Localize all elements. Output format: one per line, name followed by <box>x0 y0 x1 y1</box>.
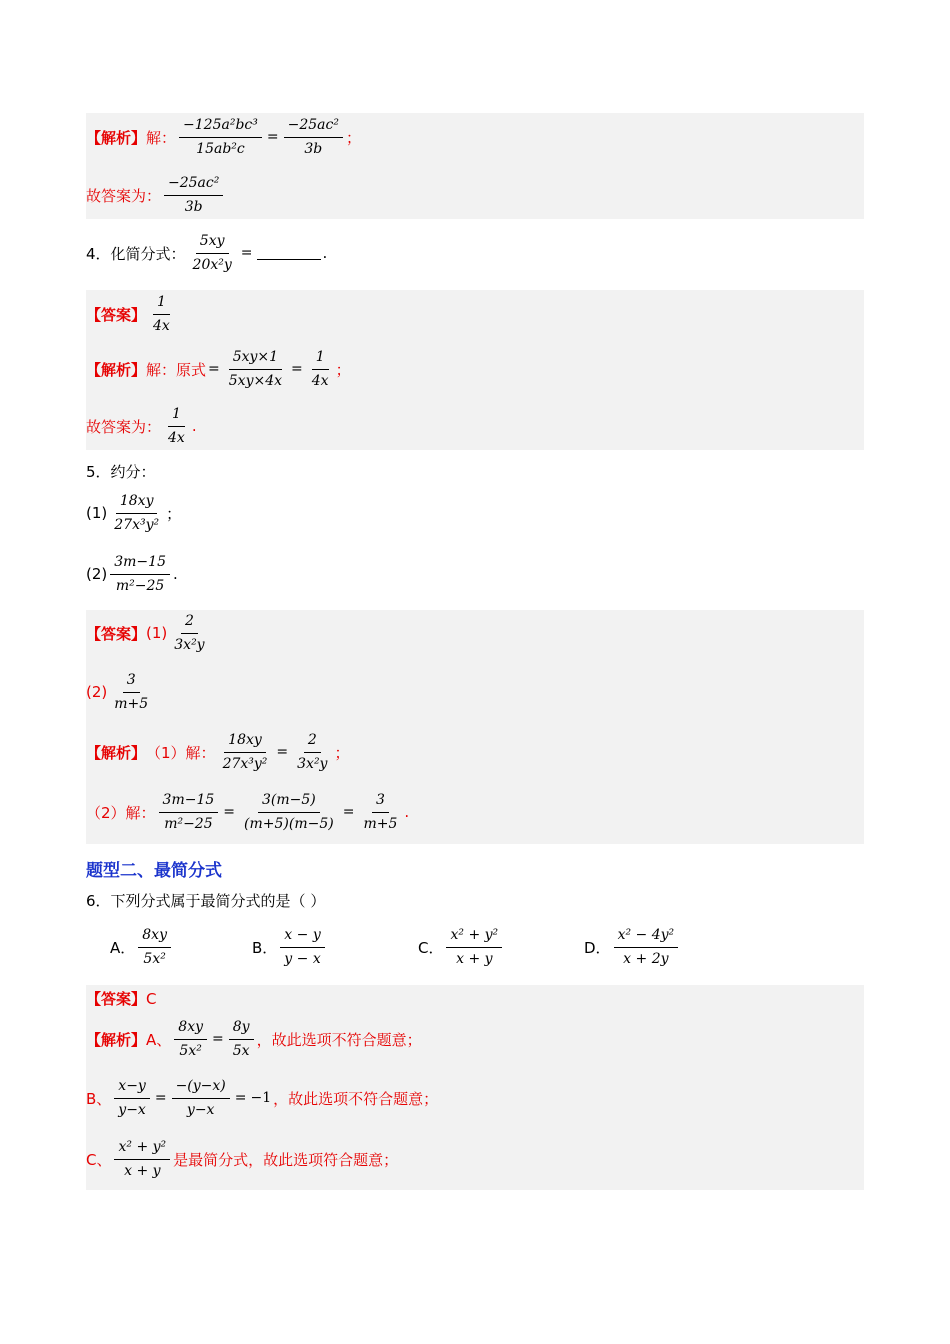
answer-value: C <box>146 989 157 1008</box>
solution-prefix: 解： <box>146 128 177 147</box>
fraction: $\frac{-(y-x)}{y-x}$ <box>172 1077 230 1120</box>
option-a[interactable]: A． $\frac{8xy}{\text{5x²}}$ <box>110 926 174 969</box>
question-label: 5．约分： <box>86 463 156 481</box>
fraction: $\frac{5xy\times 1}{5xy\times 4x}$ <box>228 349 283 389</box>
q4-answer-line <box>86 293 177 336</box>
fraction: $\frac{1}{4x}$ <box>153 294 170 334</box>
fraction: $\frac{x - y}{y - x}$ <box>280 926 324 969</box>
q6-solution-c: C、 $\frac{\text{x² + y²}}{x + y}$ 是最简分式，故此选项符合题意； <box>86 1139 399 1179</box>
q4-solution-line: 【解析】 解：原式 = $\frac{5xy\times 1}{5xy\times 4x}$ = $\frac{1}{4x}$ ； <box>86 349 351 389</box>
section-title: 题型二、最简分式 <box>86 861 222 881</box>
fraction: $\frac{3(m-5)}{(m+5)(m-5)}$ <box>244 792 334 832</box>
q6-answer-line <box>86 988 157 1009</box>
fraction: $\frac{3}{m+5}$ <box>363 792 398 832</box>
q5-solution-line-2: （2）解： $\frac{3m-15}{\text{m²−25}}$ = $\frac{3(m-5)}{(m+5)(m-5)}$ = $\frac{3}{m+5}$ . <box>86 792 410 832</box>
fraction: $\frac{18xy}{\text{27x³y²}}$ <box>114 493 160 533</box>
fraction: $\frac{\text{x² + y²}}{x + y}$ <box>446 926 502 969</box>
fraction: $\frac{\text{−125a²bc³}}{\text{15ab²c}}$ <box>179 116 262 159</box>
q5-part2: (2) $\frac{3m-15}{\text{m²−25}}$ . <box>86 554 178 594</box>
fraction: $\frac{3m-15}{\text{m²−25}}$ <box>159 791 219 834</box>
q3-solution-line: 【解析】 解： $\frac{\text{−125a²bc³}}{\text{15ab²c}}$ = $\frac{\text{−25ac²}}{3b}$ ； <box>86 117 361 157</box>
q5-question-line <box>86 461 156 482</box>
option-d[interactable]: D． $\frac{\text{x² − 4y²}}{x + 2y}$ <box>584 926 681 969</box>
question-label: 6．下列分式属于最简分式的是（ ） <box>86 892 326 910</box>
answer-label: 故答案为： <box>86 186 162 205</box>
q4-final-line: 故答案为： $\frac{1}{4x}$ . <box>86 406 197 446</box>
fraction: $\frac{3m-15}{\text{m²−25}}$ <box>110 553 170 596</box>
q5-part1: (1) $\frac{18xy}{\text{27x³y²}}$ ； <box>86 493 182 533</box>
q5-answer-line-2: (2) $\frac{3}{m+5}$ <box>86 671 155 714</box>
solution-tag: 【解析】 <box>86 743 147 762</box>
fraction: $\frac{8xy}{\text{5x²}}$ <box>174 1018 207 1061</box>
fraction: $\frac{\text{−25ac²}}{3b}$ <box>164 174 223 217</box>
q4-question-line: 4．化简分式： $\frac{5xy}{\text{20x²y}}$ = . <box>86 233 328 273</box>
fraction: $\frac{\text{x² + y²}}{x + y}$ <box>114 1138 170 1181</box>
q6-solution-a: 【解析】 A、 $\frac{8xy}{\text{5x²}}$ = $\frac{8y}{5x}$ ，故此选项不符合题意； <box>86 1019 422 1059</box>
fraction: $\frac{8y}{5x}$ <box>229 1018 254 1061</box>
fraction: $\frac{8xy}{\text{5x²}}$ <box>138 926 171 969</box>
fraction: $\frac{1}{4x}$ <box>168 406 185 446</box>
solution-tag: 【解析】 <box>86 1030 147 1049</box>
solution-tag: 【解析】 <box>86 360 147 379</box>
fraction: $\frac{\text{−25ac²}}{3b}$ <box>284 116 343 159</box>
fraction: $\frac{x-y}{y-x}$ <box>114 1077 150 1120</box>
fraction: $\frac{18xy}{\text{27x³y²}}$ <box>222 732 268 772</box>
q5-answer-line: 【答案】 (1) $\frac{2}{\text{3x²y}}$ <box>86 612 212 655</box>
fraction: $\frac{5xy}{\text{20x²y}}$ <box>192 233 232 273</box>
q6-question-line <box>86 890 325 911</box>
q6-solution-b: B、 $\frac{x-y}{y-x}$ = $\frac{-(y-x)}{y-x}$ = −1 ，故此选项不符合题意； <box>86 1078 439 1118</box>
answer-tag: 【答案】 <box>86 624 147 643</box>
answer-blank <box>257 247 321 260</box>
fraction: $\frac{1}{4x}$ <box>311 349 329 389</box>
fraction: $\frac{2}{\text{3x²y}}$ <box>174 613 205 653</box>
q5-solution-line-1: 【解析】 （1）解： $\frac{18xy}{\text{27x³y²}}$ = $\frac{2}{\text{3x²y}}$ ； <box>86 732 350 772</box>
question-label: 4．化简分式： <box>86 244 186 263</box>
answer-tag: 【答案】 <box>86 305 147 324</box>
fraction: $\frac{2}{\text{3x²y}}$ <box>297 732 328 772</box>
fraction: $\frac{\text{x² − 4y²}}{x + 2y}$ <box>614 926 679 969</box>
option-b[interactable]: B． $\frac{x - y}{y - x}$ <box>252 926 328 969</box>
q3-answer-line <box>86 174 226 217</box>
fraction: $\frac{3}{m+5}$ <box>114 672 149 712</box>
option-c[interactable]: C． $\frac{\text{x² + y²}}{x + y}$ <box>418 926 505 969</box>
solution-tag: 【解析】 <box>86 128 147 147</box>
answer-tag: 【答案】 <box>86 990 147 1008</box>
